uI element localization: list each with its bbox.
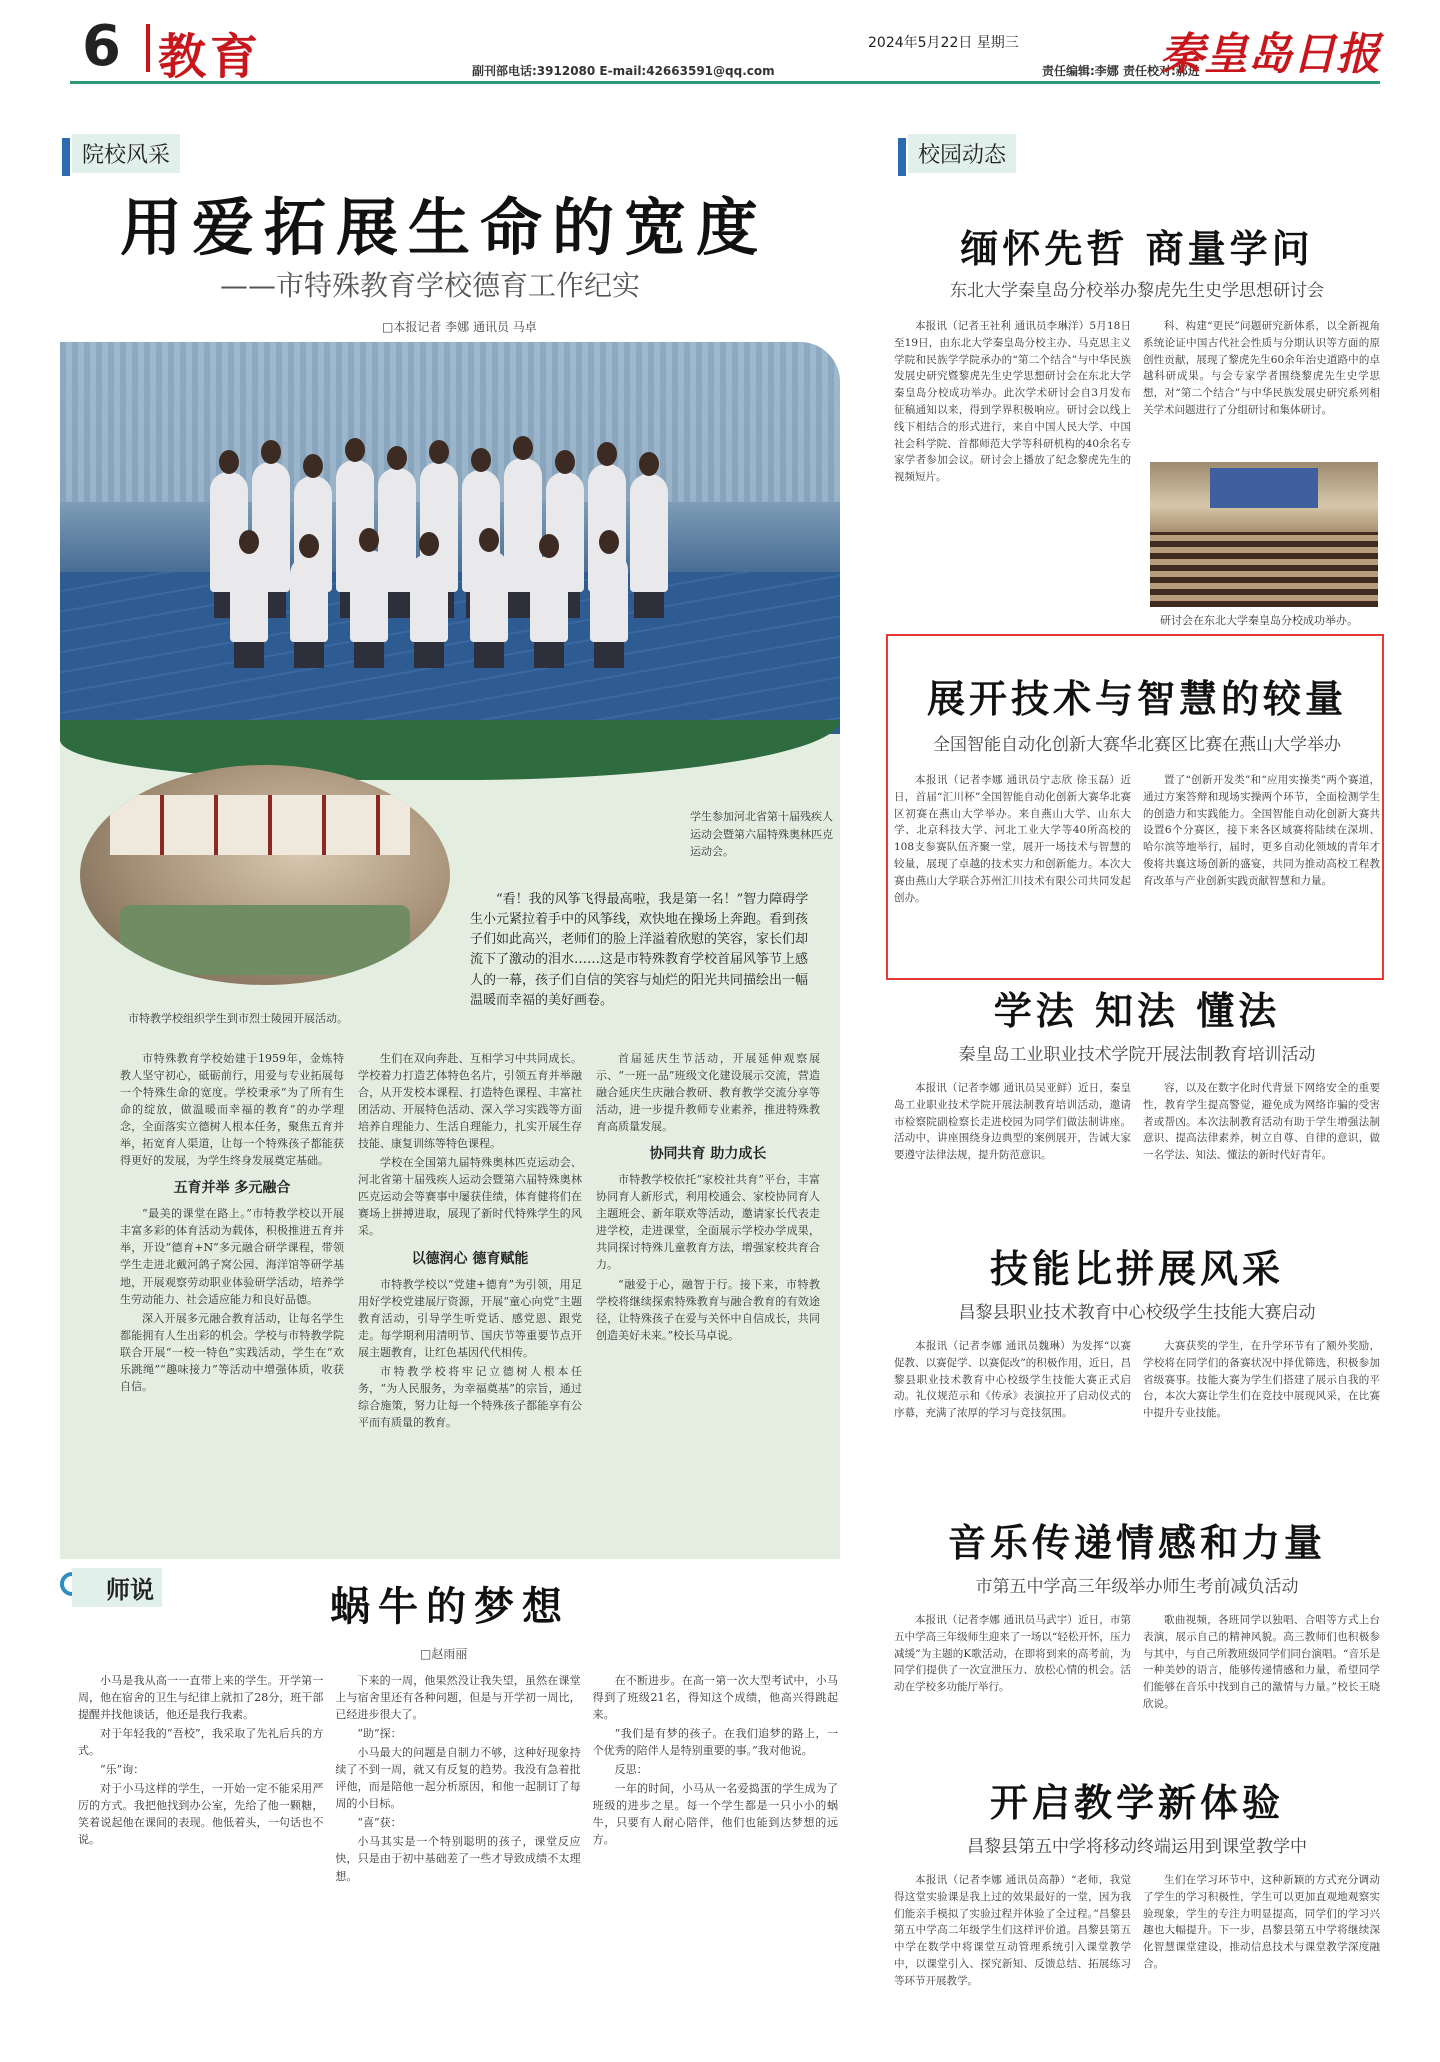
- article-column: 本报讯（记者李娜 通讯员魏琳）为发挥“以赛促教、以赛促学、以赛促改”的积极作用，近日，昌黎县职业技术教育中心校级学生技能大赛正式启动。礼仪规范示和《传承》表演拉开了启动仪式的序幕，充满了浓厚的学习与竞技氛围。: [894, 1340, 1131, 1420]
- newspaper-logo: 秦皇岛日报: [1160, 29, 1380, 80]
- article-column: 本报讯（记者李娜 通讯员宁志欣 徐玉磊）近日，首届“汇川杯”全国智能自动化创新大赛华北赛区初赛在燕山大学举办。来自燕山大学、山东大学、北京科技大学、河北工业大学等40所高校的108支参赛队伍齐聚一堂，展开一场技术与智慧的较量，展现了卓越的技术实力和创新能力。本次大赛由燕山大学联合苏州汇川技术有限公司共同发起创办。: [894, 774, 1131, 904]
- athlete-figure: [530, 556, 568, 642]
- contact-info: 副刊部电话:3912080 E-mail:42663591@qq.com: [472, 64, 775, 78]
- article-body: [894, 1612, 1380, 1752]
- athlete-figure: [350, 550, 388, 642]
- article-subtitle: 秦皇岛工业职业技术学院开展法制教育培训活动: [958, 1045, 1316, 1065]
- subheading: 以德润心 德育赋能: [411, 1250, 529, 1267]
- text-column: [593, 1672, 838, 2052]
- exhibit-frames: [110, 795, 410, 855]
- article-body: [894, 1338, 1380, 1508]
- athlete-figure: [290, 556, 328, 642]
- article-column: 科、构建“更民”问题研究新体系，以全新视角系统论证中国古代社会性质与分期认识等方面的原创性贡献，展现了黎虎先生60余年治史道路中的卓越科研成果。与会专家学者围绕黎虎先生史学思想，对“第二个结合”与中华民族发展史研究系列相关学术问题进行了分组研讨和集体研讨。: [1143, 320, 1380, 416]
- feature-byline: □本报记者 李娜 通讯员 马卓: [382, 320, 537, 334]
- masthead: [70, 12, 1380, 84]
- text-column: [596, 1050, 820, 1433]
- paragraph: 深入开展多元融合教育活动，让每名学生都能拥有人生出彩的机会。学校与市特教学院联合开展“一校一特色”实践活动，学生在“欢乐跳绳”“趣味接力”等活动中增强体质，收获自信。: [120, 1311, 344, 1393]
- paragraph: 对于年轻我的“吾校”，我采取了先礼后兵的方式。: [78, 1727, 324, 1758]
- exhibit-table: [120, 905, 410, 975]
- page-number: 6: [82, 14, 121, 79]
- article-column: 置了“创新开发类”和“应用实操类”两个赛道，通过方案答辩和现场实操两个环节，全面检测学生的创造力和实践能力。全国智能自动化创新大赛共设置6个分赛区，接下来各区域赛将陆续在深圳、哈尔滨等地举行，届时，更多自动化领域的青年才俊将共襄这场创新的盛宴，共同为推动高校工程教育改革与产业创新实践贡献智慧和力量。: [1143, 774, 1380, 887]
- athlete-figure: [410, 554, 448, 642]
- paragraph: 下来的一周，他果然没让我失望，虽然在课堂上与宿舍里还有各种问题，但是与开学初一周比，已经进步很大了。: [335, 1674, 581, 1722]
- paragraph: “我们是有梦的孩子。在我们追梦的路上，一个优秀的陪伴人是特别重要的事。”我对他说。: [592, 1727, 838, 1758]
- article-column: 容，以及在数字化时代背景下网络安全的重要性，教育学生提高警觉，避免成为网络诈骗的受害者或帮凶。本次法制教育活动有助于学生增强法制意识、提高法律素养，树立自尊、自律的意识，做一名学法、知法、懂法的新时代好青年。: [1143, 1082, 1380, 1162]
- essay-body: [78, 1672, 838, 2052]
- stage-screen: [1210, 468, 1318, 508]
- masthead-divider: [146, 24, 150, 72]
- paragraph: “喜”获：: [357, 1816, 402, 1830]
- article-subtitle: 昌黎县第五中学将移动终端运用到课堂教学中: [967, 1837, 1307, 1857]
- text-column: [335, 1672, 580, 2052]
- paragraph: 生们在双向奔赴、互相学习中共同成长。学校着力打造艺体特色名片，引领五育并举融合，从开发校本课程、打造特色课程、丰富社团活动、开展特色活动、深入学习实践等方面培养自理能力、生活自理能力，扎实开展生存技能、康复训练等特色课程。: [358, 1052, 582, 1151]
- paragraph: 一年的时间，小马从一名爱捣蛋的学生成为了班级的进步之星。每一个学生都是一只小小的蜗牛，只要有人耐心陪伴，他们也能到达梦想的远方。: [592, 1782, 838, 1847]
- feature-body: [120, 1050, 820, 1433]
- article-column: 歌曲视频，各班同学以独唱、合唱等方式上台表演，展示自己的精神风貌。高三教师们也积极参与其中，与自己所教班级同学们同台演唱。“音乐是一种美妙的语言，能够传递情感和力量，希望同学们能够在音乐中找到自己的激情与力量。”校长王晓欣说。: [1143, 1614, 1380, 1710]
- conference-caption: 研讨会在东北大学秦皇岛分校成功举办。: [1160, 614, 1358, 627]
- feature-title: 用爱拓展生命的宽度: [120, 191, 769, 264]
- photo-caption: 学生参加河北省第十届残疾人运动会暨第六届特殊奥林匹克运动会。: [690, 810, 833, 859]
- athlete-group: [190, 432, 700, 682]
- article-title: 缅怀先哲 商量学问: [960, 226, 1314, 271]
- paragraph: “助”探：: [357, 1727, 402, 1741]
- feature-subtitle: ——市特殊教育学校德育工作纪实: [220, 269, 641, 302]
- article-body: [894, 1080, 1380, 1230]
- section-name: 教育: [158, 29, 263, 85]
- athlete-figure: [590, 552, 628, 642]
- article-subtitle: 市第五中学高三年级举办师生考前减负活动: [975, 1577, 1299, 1597]
- paragraph: 反思：: [614, 1763, 648, 1777]
- essay-byline: □赵雨丽: [420, 1647, 468, 1661]
- subheading: 五育并举 多元融合: [173, 1180, 291, 1197]
- article-subtitle: 东北大学秦皇岛分校举办黎虎先生史学思想研讨会: [950, 281, 1324, 301]
- column-label-teacher: 师说: [72, 1568, 162, 1607]
- article-column: 本报讯（记者李娜 通讯员马武宇）近日，市第五中学高三年级师生迎来了一场以“轻松开怀，压力减缓”为主题的K歌活动，在即将到来的高考前，为同学们提供了一次宣泄压力、放松心情的机会。活动在学校多功能厅举行。: [894, 1614, 1131, 1694]
- paragraph: 市特教学校以“党建+德育”为引领，用足用好学校党建展厅资源，开展“童心向党”主题教育活动，引导学生听党话、感党恩、跟党走。每学期利用清明节、国庆节等重要节点开展主题教育，让红色基因代代相传。: [358, 1277, 582, 1359]
- article-column: 本报讯（记者李娜 通讯员高静）“老师，我觉得这堂实验课是我上过的效果最好的一堂，因为我们能亲手模拟了实验过程并体验了全过程。”昌黎县第五中学高二年级学生们这样评价道。昌黎县第五中学在数学中将课堂互动管理系统引入课堂教学中，以课堂引入、探究新知、反馈总结、拓展练习等环节开展教学。: [894, 1874, 1131, 1987]
- paragraph: “乐”询：: [100, 1763, 145, 1777]
- article-title: 音乐传递情感和力量: [947, 1520, 1326, 1565]
- article-column: 大赛获奖的学生，在升学环节有了额外奖励，学校将在同学们的备赛状况中择优筛选，积极参加省级赛事。技能大赛为学生们搭建了展示自我的平台，本次大赛让学生们在竞技中展现风采，在比赛中提升专业技能。: [1143, 1340, 1380, 1420]
- column-label-campus: 校园动态: [908, 134, 1016, 173]
- paragraph: 对于小马这样的学生，一开始一定不能采用严厉的方式。我把他找到办公室，先给了他一颗糖，笑着说起他在课间的表现。他低着头，一句话也不说。: [78, 1782, 324, 1847]
- essay-title: 蜗牛的梦想: [330, 1583, 570, 1630]
- paragraph: 在不断进步。在高一第一次大型考试中，小马得到了班级21名，得知这个成绩，他高兴得跳起来。: [592, 1674, 838, 1722]
- conference-photo: [1150, 462, 1378, 607]
- article-column: 本报讯（记者李娜 通讯员吴亚鲜）近日，秦皇岛工业职业技术学院开展法制教育培训活动，邀请市检察院副检察长走进校园为同学们做法制讲座。活动中，讲座围绕身边典型的案例展开，告诫大家要遵守法律法规，提升防范意识。: [894, 1082, 1131, 1162]
- paragraph: 学校在全国第九届特殊奥林匹克运动会、河北省第十届残疾人运动会暨第六届特殊奥林匹克运动会等赛事中屡获佳绩，体育健将们在赛场上拼搏进取，展现了新时代特殊学生的风采。: [358, 1156, 582, 1238]
- paragraph: 首届延庆生节活动，开展延伸观察展示、“一班一品”班级文化建设展示交流，营造融合延庆生庆融合教研、教育教学交流分享等活动，进一步提升教师专业素养，推进特殊教育高质量发展。: [596, 1052, 820, 1134]
- paragraph: 小马是我从高一一直带上来的学生。开学第一周，他在宿舍的卫生与纪律上就扣了28分，班干部提醒并找他谈话，他还是我行我素。: [78, 1674, 324, 1722]
- subheading: 协同共育 助力成长: [649, 1146, 767, 1163]
- text-column: [78, 1672, 323, 2052]
- article-title: 技能比拼展风采: [989, 1246, 1284, 1291]
- article-subtitle: 昌黎县职业技术教育中心校级学生技能大赛启动: [958, 1303, 1316, 1323]
- article-title: 学法 知法 懂法: [993, 988, 1281, 1033]
- athlete-figure: [470, 550, 508, 642]
- article-subtitle: 全国智能自动化创新大赛华北赛区比赛在燕山大学举办: [933, 735, 1341, 755]
- paragraph: 市特教学校将牢记立德树人根本任务，“为人民服务，为幸福奠基”的宗旨，通过综合施策，努力让每一个特殊孩子都能享有公平而有质量的教育。: [358, 1364, 582, 1429]
- athlete-figure: [630, 474, 668, 592]
- column-label-school: 院校风采: [72, 134, 180, 173]
- article-body: [894, 772, 1380, 977]
- text-column: [120, 1050, 344, 1433]
- paragraph: 市特教学校依托“家校社共育”平台，丰富协同育人新形式，利用校通会、家校协同育人主题班会、新年联欢等活动，邀请家长代表走进学校，走进课堂，全面展示学校办学成果，共同探讨特殊儿童教育方法，增强家校共育合力。: [596, 1173, 820, 1272]
- paragraph: “融爱于心，融智于行。接下来，市特教学校将继续探索特殊教育与融合教育的有效途径，让特殊孩子在爱与关怀中自信成长，共同创造美好未来。”校长马卓说。: [596, 1277, 820, 1342]
- memorial-photo: [80, 765, 450, 985]
- text-column: [358, 1050, 582, 1433]
- article-body: [894, 1872, 1380, 2052]
- audience-rows: [1150, 532, 1378, 607]
- paragraph: “最美的课堂在路上。”市特教学校以开展丰富多彩的体育活动为载体，积极推进五育并举，开设“德育+N”多元融合研学课程，带领学生走进北戴河鸽子窝公园、海洋馆等研学基地，开展观察劳动职业体验研学活动，培养学生劳动能力、社会适应能力和良好品德。: [120, 1207, 344, 1306]
- athlete-figure: [230, 552, 268, 642]
- issue-date: 2024年5月22日 星期三: [868, 35, 1019, 51]
- paragraph: 市特殊教育学校始建于1959年，金炼特教人坚守初心，砥砺前行，用爱与专业拓展每一个特殊生命的宽度。学校秉承“为了所有生命的绽放，做温暖而幸福的教育”的办学理念，全面落实立德树人根本任务，聚焦五育并举，拓宽育人渠道，让每一个特殊孩子都能获得更好的发展，为学生终身发展奠定基础。: [120, 1052, 344, 1168]
- paragraph: 小马其实是一个特别聪明的孩子，课堂反应快，只是由于初中基础差了一些才导致成绩不太理想。: [335, 1835, 581, 1883]
- oval-photo-caption: 市特教学校组织学生到市烈士陵园开展活动。: [128, 1012, 348, 1025]
- article-column: 本报讯（记者王社利 通讯员李琳洋）5月18日至19日，由东北大学秦皇岛分校主办、马克思主义学院和民族学学院承办的“第二个结合”与中华民族发展史研究暨黎虎先生史学思想研讨会在东北大学秦皇岛分校成功举办。此次学术研讨会自3月发布征稿通知以来，得到学界积极响应。研讨会以线上线下相结合的形式进行，来自中国人民大学、中国社会科学院、首都师范大学等科研机构的40余名专家学者参加会议。研讨会上播放了纪念黎虎先生的视频短片。: [894, 320, 1131, 484]
- group-photo: [60, 342, 840, 734]
- feature-lead: “看！我的风筝飞得最高啦，我是第一名！”智力障碍学生小元紧拉着手中的风筝线，欢快地在操场上奔跑。看到孩子们如此高兴，老师们的脸上洋溢着欣慰的笑容，家长们却流下了激动的泪水……这是市特殊教育学校首届风筝节上感人的一幕，孩子们自信的笑容与灿烂的阳光共同描绘出一幅温暖而幸福的美好画卷。: [470, 892, 809, 1008]
- article-title: 展开技术与智慧的较量: [926, 676, 1347, 721]
- article-column: 生们在学习环节中，这种新颖的方式充分调动了学生的学习积极性，学生可以更加直观地观察实验现象，学生的专注力明显提高，同学们的学习兴趣也大幅提升。下一步，昌黎县第五中学将继续深化智慧课堂建设，推动信息技术与课堂教学深度融合。: [1143, 1874, 1380, 1970]
- article-title: 开启教学新体验: [989, 1780, 1284, 1825]
- editor-info: 责任编辑:李娜 责任校对:郝进: [1042, 64, 1200, 78]
- paragraph: 小马最大的问题是自制力不够，这种好现象持续了不到一周，就又有反复的趋势。我没有急着批评他，而是陪他一起分析原因，和他一起制订了每周的小目标。: [335, 1746, 581, 1811]
